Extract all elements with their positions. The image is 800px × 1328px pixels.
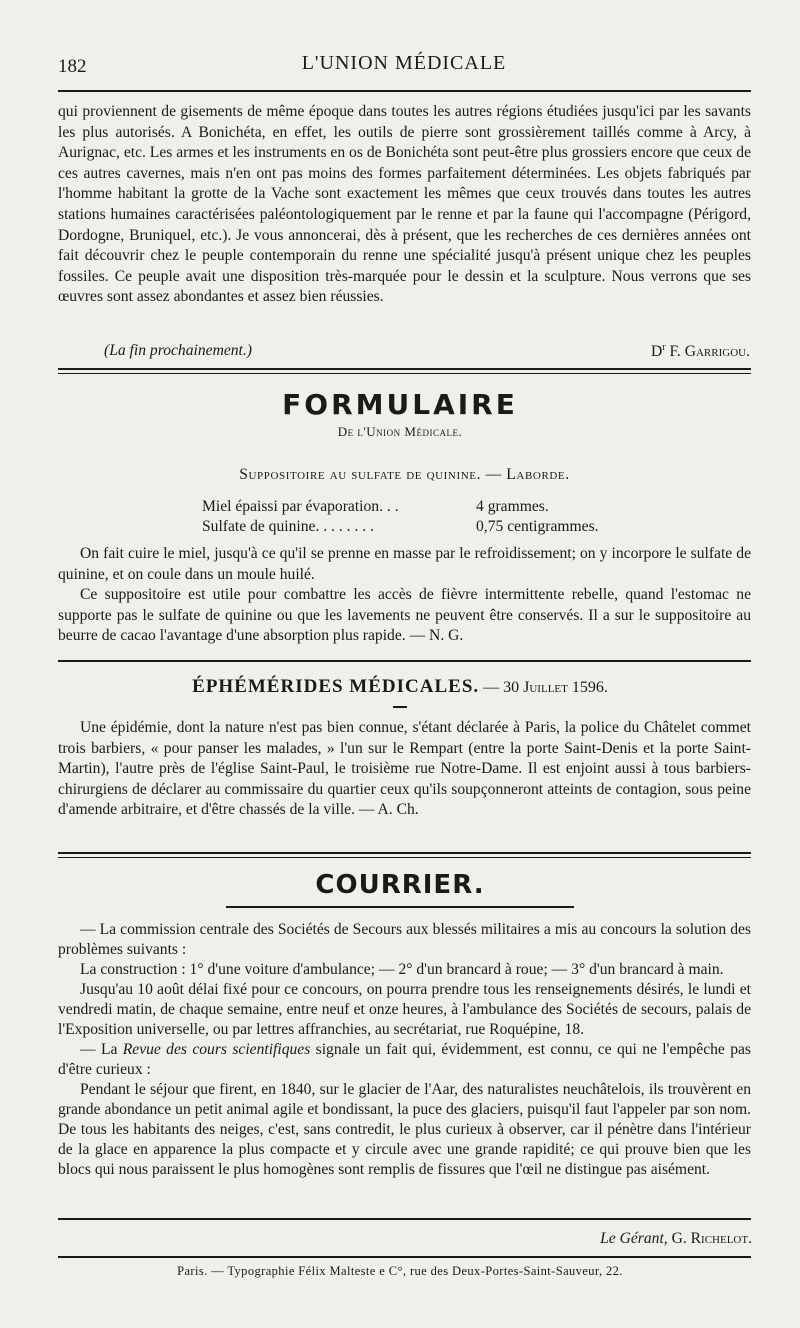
intro-paragraph: qui proviennent de gisements de même époque dans toutes les autres régions étudiées jusqu'ici par les savants les plus autorisés. A Bonichéta, en effet, les outils de pierre sont grossièrement taillés comme à Arcy, à Aurignac, etc. Les armes et les instruments en os de Bonichéta sont peut-être plus grossiers encore que ceux de ces autres cavernes, mais n'en ont pas moins des formes parfaitement déterminées. Les objets fabriqués par l'homme habitant la grotte de la Vache sont exactement les mêmes que ceux trouvés dans toutes les autres stations humaines caractérisées paléontologiquement par le renne et par la faune qui l'accompagne (Périgord, Dordogne, Bruniquel, etc.). Je vous annoncerai, dès à présent, que les recherches de ces dernières années ont fait découvrir chez le peuple contemporain du renne une spécialité jusqu'à présent unique chez les peuples fossiles. Ce peuple avait une disposition très-marquée pour le dessin et la sculpture. Nous verrons que ses œuvres sont assez abondantes et assez bien réussies. — [58, 103, 751, 306]
courrier-article — [58, 920, 751, 1180]
courrier-paragraph: — La Revue des cours scientifiques signale un fait qui, évidemment, est connu, ce qui ne l'empêche pas d'être curieux : — [58, 1041, 751, 1078]
section-rule-4 — [58, 1218, 751, 1220]
section-rule-1 — [58, 368, 751, 370]
ephemerides-title: ÉPHÉMÉRIDES MÉDICALES. — [192, 676, 480, 697]
preparation-paragraph: On fait cuire le miel, jusqu'à ce qu'il se prenne en masse par le refroidissement; on y incorpore le sulfate de quinine, et on coule dans un moule huilé. — [58, 545, 751, 583]
courrier-paragraph: Pendant le séjour que firent, en 1840, sur le glacier de l'Aar, des naturalistes neuchâtelois, ils trouvèrent en grande abondance un petit animal agile et bondissant, la puce des glaciers, puisqu'il faut l'appeler par son nom. De tous les habitants des neiges, c'est, sans contredit, le plus curieux à observer, car il pénètre dans l'intérieur de la glace en apparence la plus compacte et y circule avec une grande rapidité; ce qui prouve bien que les blocs qui nous paraissent le plus homogènes sont remplis de fissures que l'œil ne distingue pas aisément. — [58, 1081, 751, 1178]
page-header — [58, 52, 750, 82]
journal-title: Revue des cours scientifiques — [122, 1041, 311, 1058]
header-rule — [58, 90, 751, 92]
gerant-signature: Le Gérant, G. Richelot. — [600, 1230, 752, 1247]
formulaire-body — [58, 544, 751, 647]
ingredient-quantity: 4 grammes. — [476, 498, 549, 515]
author-signature: $D^r$ F. Garrigou. — [650, 342, 750, 361]
section-rule-1b — [58, 373, 751, 374]
running-title: L'UNION MÉDICALE — [301, 52, 507, 74]
recipe-title: Suppositoire au sulfate de quinine. — Laborde. — [239, 466, 570, 483]
intro-signature-row — [104, 342, 750, 360]
courrier-paragraph: La construction : 1° d'une voiture d'ambulance; — 2° d'un brancard à roue; — 3° d'un brancard à main. — [80, 961, 724, 978]
ephemerides-date: — 30 Juillet 1596. — [483, 679, 608, 696]
ephemerides-paragraph: Une épidémie, dont la nature n'est pas bien connue, s'étant déclarée à Paris, la police du Châtelet commet trois barbiers, « pour panser les malades, » l'un sur le Rempart (entre la porte Saint-Denis et la porte Saint-Martin), l'autre près de l'église Saint-Paul, le troisième rue Notre-Dame. Il est enjoint aussi à tous barbiers-chirurgiens de déclarer au commissaire du quartier ceux qu'ils soupçonneront atteints de contagion, sous peine d'amende arbitraire, et d'être chassés de la ville. — A. Ch. — [58, 719, 751, 819]
courrier-paragraph: Jusqu'au 10 août délai fixé pour ce concours, on pourra prendre tous les renseignements désirés, le lundi et vendredi matin, de chaque semaine, entre neuf et onze heures, à l'ambulance des Sociétés de secours, palais de l'Exposition universelle, ou par lettres affranchies, au secrétariat, rue Roquépine, 18. — [58, 981, 751, 1038]
formulaire-subtitle: De l'Union Médicale. — [337, 424, 463, 439]
page-number: 182 — [58, 56, 87, 77]
courrier-title: COURRIER. — [315, 870, 485, 900]
section-rule-3 — [58, 852, 751, 854]
footer-rule — [58, 1256, 751, 1258]
section-rule-3b — [58, 857, 751, 858]
ephemerides-heading — [0, 676, 800, 698]
courrier-title-underline — [226, 906, 574, 908]
section-rule-2 — [58, 660, 751, 662]
ingredient-name: Sulfate de quinine. . . . . . . . — [202, 518, 374, 535]
usage-paragraph: Ce suppositoire est utile pour combattre les accès de fièvre intermittente rebelle, quand l'estomac ne supporte pas le sulfate de quinine ou que les lavements ne peuvent être conservés. Il a sur le suppositoire au beurre de cacao l'avantage d'une absorption plus rapide. — N. G. — [58, 586, 751, 645]
ingredient-quantity: 0,75 centigrammes. — [476, 518, 599, 535]
intro-article — [58, 102, 751, 308]
ephemerides-dash — [393, 706, 407, 708]
ingredient-name: Miel épaissi par évaporation. . . — [202, 498, 399, 515]
to-be-continued-note: (La fin prochainement.) — [104, 342, 252, 359]
courrier-paragraph: — La commission centrale des Sociétés de Secours aux blessés militaires a mis au concours la solution des problèmes suivants : — [58, 921, 751, 958]
imprint-footer: Paris. — Typographie Félix Malteste e C°, rue des Deux-Portes-Saint-Sauveur, 22. — [177, 1264, 623, 1278]
ephemerides-article — [58, 718, 751, 821]
formulaire-title: FORMULAIRE — [282, 388, 518, 421]
